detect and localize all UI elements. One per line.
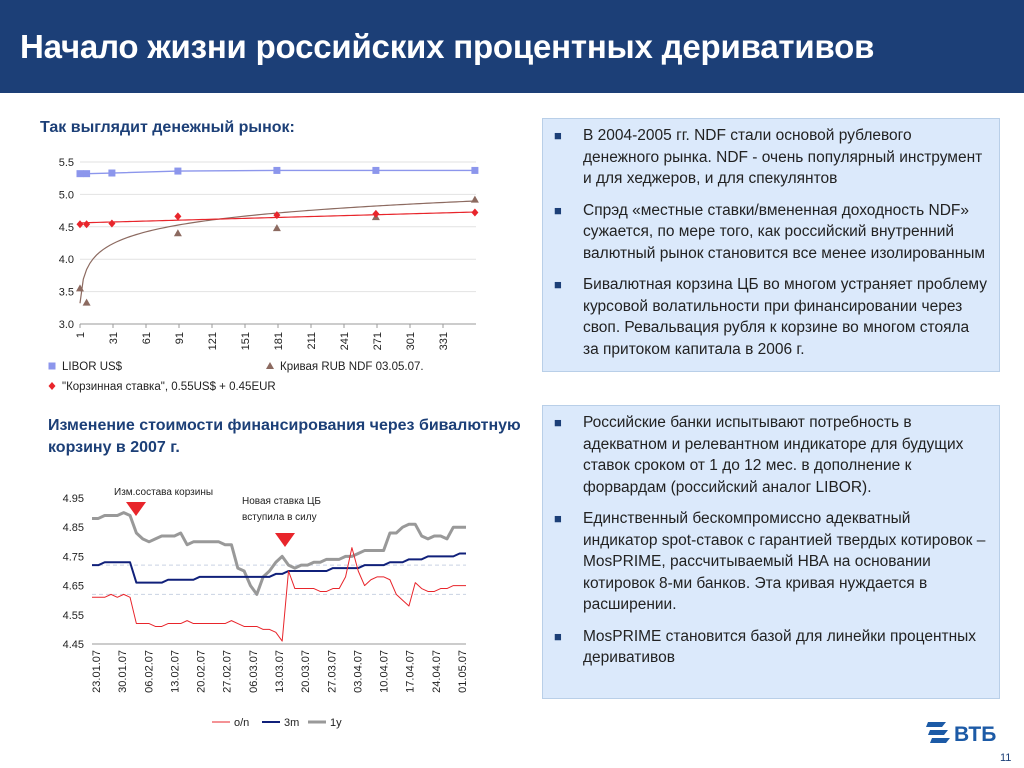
data-point-series-2 xyxy=(471,209,478,217)
bullet-item xyxy=(549,125,989,190)
x-tick-label: 06.03.07 xyxy=(247,650,260,693)
legend-marker xyxy=(266,362,274,369)
info-list-bottom xyxy=(549,412,989,669)
square-bullet-icon: ■ xyxy=(554,511,562,526)
x-tick-label: 151 xyxy=(240,332,252,351)
legend-label: "Корзинная ставка", 0.55US$ + 0.45EUR xyxy=(62,381,276,393)
x-tick-label: 271 xyxy=(372,332,384,351)
y-tick-label: 4.75 xyxy=(62,551,84,564)
x-tick-label: 61 xyxy=(141,332,153,345)
x-tick-label: 91 xyxy=(174,332,186,345)
x-tick-label: 331 xyxy=(438,332,450,351)
x-tick-label: 13.03.07 xyxy=(274,650,286,693)
legend-marker xyxy=(49,363,56,370)
y-tick-label: 4.95 xyxy=(62,493,84,505)
y-tick-label: 4.5 xyxy=(58,221,74,234)
chart2-series xyxy=(92,513,466,641)
vtb-logo-text: ВТБ xyxy=(954,723,997,746)
legend-label: Кривая RUB NDF 03.05.07. xyxy=(280,361,424,373)
x-tick-label: 121 xyxy=(207,332,219,351)
data-point-series-1 xyxy=(83,299,91,306)
data-point-series-0 xyxy=(471,167,478,174)
bullet-item xyxy=(549,508,989,616)
chart2-gridlines xyxy=(92,565,466,644)
data-point-series-1 xyxy=(471,196,479,203)
legend-marker xyxy=(49,382,56,390)
bullet-item xyxy=(549,412,989,498)
info-list-top xyxy=(549,125,989,360)
data-point-series-0 xyxy=(77,170,84,177)
yield-curve-chart xyxy=(40,148,505,403)
y-tick-label: 3.0 xyxy=(58,319,74,331)
legend-label: LIBOR US$ xyxy=(62,361,123,373)
x-tick-label: 10.04.07 xyxy=(378,650,391,693)
header-bar xyxy=(0,0,1024,93)
rates-2007-chart xyxy=(40,480,480,740)
x-tick-label: 241 xyxy=(339,332,351,351)
chart2-legend xyxy=(212,717,342,729)
x-tick-label: 31 xyxy=(108,332,120,345)
y-tick-label: 4.55 xyxy=(62,609,84,622)
data-point-series-0 xyxy=(273,167,280,174)
x-tick-label: 27.03.07 xyxy=(326,650,339,693)
chart2-annotations xyxy=(114,487,321,547)
square-bullet-icon: ■ xyxy=(554,628,562,644)
square-bullet-icon: ■ xyxy=(554,128,562,143)
down-arrow-icon xyxy=(275,533,295,547)
x-tick-label: 301 xyxy=(405,332,417,351)
section-label-basket-financing: Изменение стоимости финансирования через бивалютную корзину в 2007 г. xyxy=(48,417,521,456)
legend-label: 3m xyxy=(284,717,300,729)
bullet-text: Спрэд «местные ставки/вмененная доходность NDF» сужается, по мере того, как российский внутренний валютный рынок становится все менее изолированным xyxy=(583,201,986,262)
legend-label: o/n xyxy=(234,717,250,729)
x-tick-label: 1 xyxy=(75,332,87,339)
bullet-item xyxy=(549,626,989,669)
bullet-text: Единственный бескомпромиссно адекватный индикатор spot-ставок с гарантией твердых котировок – MosPRIME, рассчитываемый НВА на основании котировок 8-ми банков. Эта кривая нуждается в расширении. xyxy=(583,510,986,613)
x-tick-label: 06.02.07 xyxy=(143,650,156,693)
bullet-text: Российские банки испытывают потребность в адекватном и релевантном индикаторе для будущих ставок сроком от 1 до 12 мес. в дополнение к форвардам (российский аналог LIBOR). xyxy=(583,414,964,496)
x-tick-label: 181 xyxy=(273,332,285,351)
data-point-series-0 xyxy=(83,170,90,177)
legend-label: 1y xyxy=(330,717,342,729)
data-point-series-2 xyxy=(372,210,379,218)
data-point-series-0 xyxy=(174,168,181,175)
data-point-series-0 xyxy=(108,170,115,177)
vtb-logo-icon xyxy=(926,722,950,743)
square-bullet-icon: ■ xyxy=(554,277,562,292)
bullet-item xyxy=(549,200,989,265)
x-tick-label: 20.03.07 xyxy=(300,650,313,693)
x-tick-label: 01.05.07 xyxy=(457,650,469,693)
chart2-x-axis xyxy=(91,650,469,693)
y-tick-label: 4.65 xyxy=(62,580,84,593)
square-bullet-icon: ■ xyxy=(554,415,562,430)
x-tick-label: 20.02.07 xyxy=(195,650,208,693)
x-tick-label: 27.02.07 xyxy=(221,650,234,693)
page-number: 11 xyxy=(1000,752,1012,764)
y-tick-label: 4.85 xyxy=(62,522,84,535)
x-tick-label: 17.04.07 xyxy=(404,650,417,693)
info-panel-top xyxy=(542,118,1000,372)
x-tick-label: 30.01.07 xyxy=(117,650,130,693)
square-bullet-icon: ■ xyxy=(554,202,562,218)
x-tick-label: 03.04.07 xyxy=(352,650,365,693)
section-label-money-market: Так выглядит денежный рынок: xyxy=(40,119,295,136)
info-panel-bottom xyxy=(542,405,1000,699)
y-tick-label: 5.5 xyxy=(58,157,74,169)
chart1-gridlines xyxy=(80,162,476,324)
annotation-basket-change: Изм.состава корзины xyxy=(114,487,214,498)
y-tick-label: 3.5 xyxy=(58,286,74,299)
page-title: Начало жизни российских процентных деривативов xyxy=(20,28,875,65)
chart1-y-axis xyxy=(59,157,74,331)
bullet-text: В 2004-2005 гг. NDF стали основой рублевого денежного рынка. NDF - очень популярный инструмент и для хеджеров, и для спекулянтов xyxy=(583,127,983,187)
chart2-y-axis xyxy=(63,493,84,651)
y-tick-label: 4.0 xyxy=(58,254,74,267)
x-tick-label: 23.01.07 xyxy=(91,650,103,693)
data-point-series-2 xyxy=(174,212,181,220)
annotation-new-cbr-rate: Новая ставка ЦБ вступила в силу xyxy=(242,496,321,523)
vtb-logo xyxy=(926,712,1006,746)
chart1-legend xyxy=(49,361,424,393)
data-point-series-0 xyxy=(372,167,379,174)
chart1-x-axis xyxy=(75,324,450,350)
bullet-text: MosPRIME становится базой для линейки процентных деривативов xyxy=(583,627,977,666)
data-point-series-1 xyxy=(273,224,281,231)
y-tick-label: 4.45 xyxy=(62,639,84,651)
bullet-text: Бивалютная корзина ЦБ во многом устраняет проблему курсовой волатильности при финансировании через своп. Ревальвация рубля к корзине во многом стояла за притоком капитала в 2006 г. xyxy=(583,276,987,358)
x-tick-label: 13.02.07 xyxy=(169,650,182,693)
bullet-item xyxy=(549,274,989,360)
data-point-series-1 xyxy=(174,229,182,236)
x-tick-label: 24.04.07 xyxy=(430,650,443,693)
chart1-series xyxy=(76,167,479,306)
y-tick-label: 5.0 xyxy=(58,189,74,202)
x-tick-label: 211 xyxy=(306,332,318,350)
